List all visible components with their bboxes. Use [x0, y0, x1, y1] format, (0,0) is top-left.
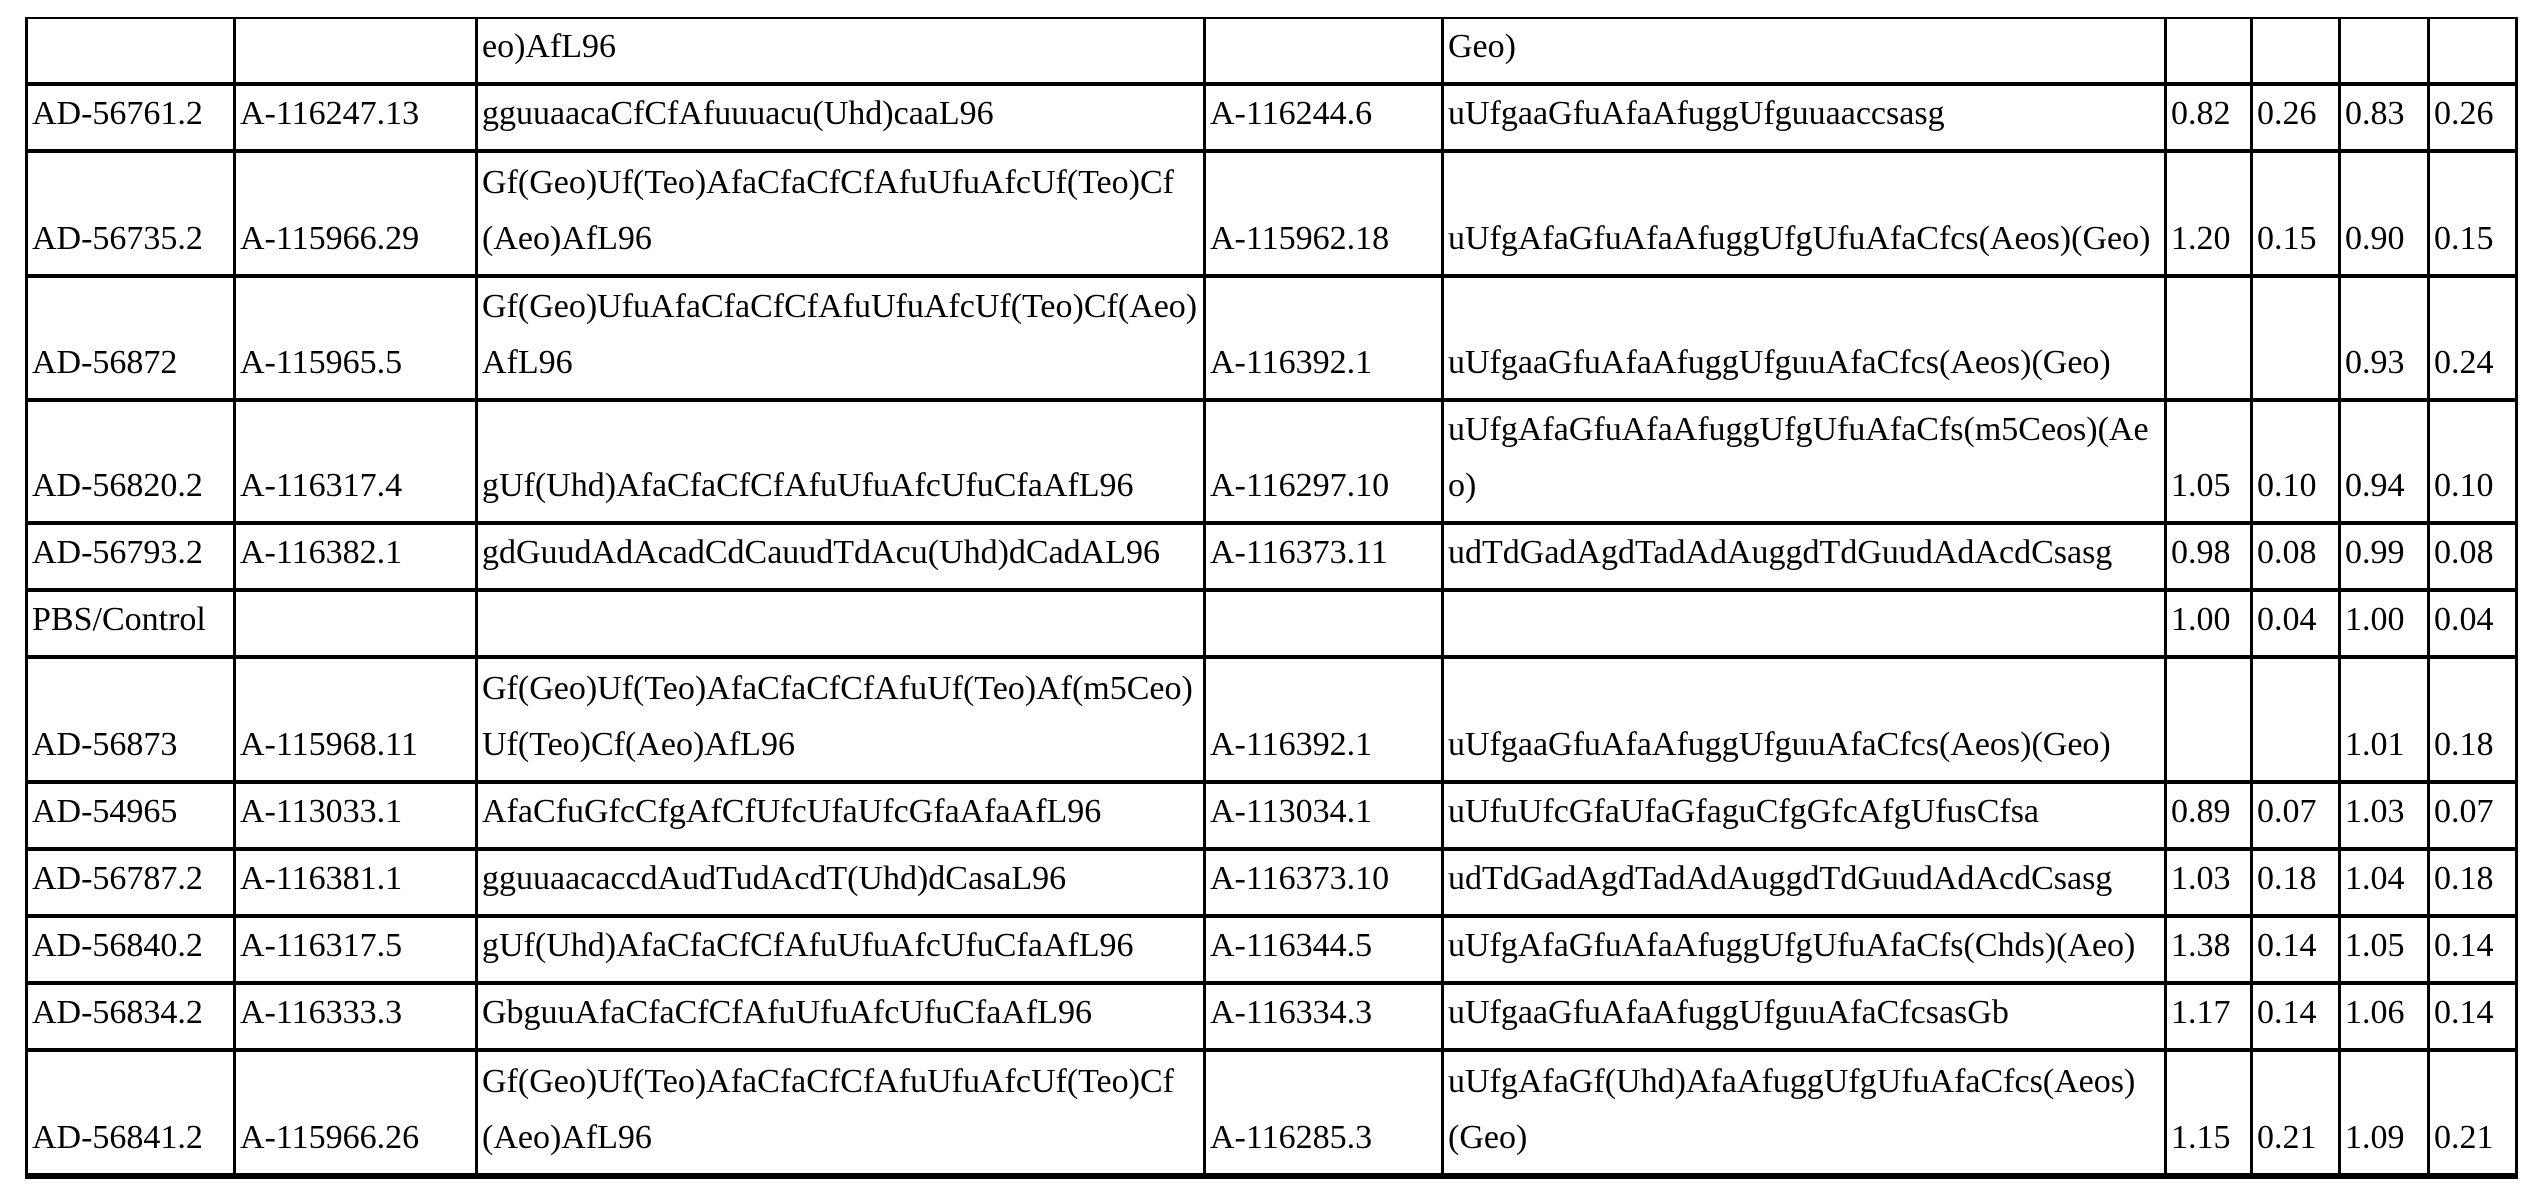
table-cell: 0.83: [2340, 84, 2429, 151]
table-cell: A-116334.3: [1205, 983, 1443, 1050]
table-row: [27, 916, 2517, 983]
table-cell: 1.15: [2166, 1050, 2252, 1176]
table-cell: A-113033.1: [235, 782, 477, 849]
table-cell: AD-56872: [27, 276, 235, 400]
table-cell: gUf(Uhd)AfaCfaCfCfAfuUfuAfcUfuCfaAfL96: [477, 400, 1205, 523]
table-cell: GbguuAfaCfaCfCfAfuUfuAfcUfuCfaAfL96: [477, 983, 1205, 1050]
table-cell: Gf(Geo)Uf(Teo)AfaCfaCfCfAfuUfuAfcUf(Teo)Cf(Aeo)AfL96: [477, 151, 1205, 276]
table-cell: A-116247.13: [235, 84, 477, 151]
table-cell: 0.14: [2429, 983, 2517, 1050]
sequence-table-body: [27, 18, 2517, 1176]
table-cell: 1.06: [2340, 983, 2429, 1050]
table-cell: 0.18: [2429, 657, 2517, 782]
table-cell: 1.03: [2166, 849, 2252, 916]
table-cell: A-116392.1: [1205, 276, 1443, 400]
table-cell: uUfgAfaGfuAfaAfuggUfgUfuAfaCfcs(Aeos)(Geo): [1443, 151, 2166, 276]
table-cell: A-115966.26: [235, 1050, 477, 1176]
table-cell: udTdGadAgdTadAdAuggdTdGuudAdAcdCsasg: [1443, 523, 2166, 590]
table-cell: 0.08: [2429, 523, 2517, 590]
table-cell: uUfgAfaGf(Uhd)AfaAfuggUfgUfuAfaCfcs(Aeos)(Geo): [1443, 1050, 2166, 1176]
table-cell: [2166, 18, 2252, 84]
table-cell: AD-56834.2: [27, 983, 235, 1050]
table-cell: 0.08: [2252, 523, 2340, 590]
table-cell: 0.21: [2252, 1050, 2340, 1176]
table-cell: uUfgAfaGfuAfaAfuggUfgUfuAfaCfs(Chds)(Aeo): [1443, 916, 2166, 983]
table-cell: uUfgaaGfuAfaAfuggUfguuAfaCfcsasGb: [1443, 983, 2166, 1050]
table-cell: [27, 18, 235, 84]
table-cell: 1.20: [2166, 151, 2252, 276]
table-cell: 1.05: [2340, 916, 2429, 983]
table-cell: [2166, 276, 2252, 400]
table-cell: [2252, 657, 2340, 782]
table-cell: [477, 590, 1205, 657]
table-cell: uUfgAfaGfuAfaAfuggUfgUfuAfaCfs(m5Ceos)(Aeo): [1443, 400, 2166, 523]
table-cell: A-116285.3: [1205, 1050, 1443, 1176]
table-cell: [2252, 18, 2340, 84]
table-cell: 1.04: [2340, 849, 2429, 916]
table-cell: 1.03: [2340, 782, 2429, 849]
table-cell: 0.82: [2166, 84, 2252, 151]
table-cell: 0.93: [2340, 276, 2429, 400]
table-cell: 0.15: [2252, 151, 2340, 276]
table-cell: 0.10: [2252, 400, 2340, 523]
table-cell: 1.00: [2340, 590, 2429, 657]
table-cell: 0.26: [2429, 84, 2517, 151]
table-cell: AD-56820.2: [27, 400, 235, 523]
table-cell: [2429, 18, 2517, 84]
table-cell: gUf(Uhd)AfaCfaCfCfAfuUfuAfcUfuCfaAfL96: [477, 916, 1205, 983]
table-cell: 0.94: [2340, 400, 2429, 523]
table-cell: A-116317.5: [235, 916, 477, 983]
table-cell: AD-56735.2: [27, 151, 235, 276]
table-cell: [235, 590, 477, 657]
table-cell: AD-56873: [27, 657, 235, 782]
table-cell: AD-56761.2: [27, 84, 235, 151]
table-row: [27, 276, 2517, 400]
table-cell: 0.07: [2429, 782, 2517, 849]
table-cell: gdGuudAdAcadCdCauudTdAcu(Uhd)dCadAL96: [477, 523, 1205, 590]
table-cell: A-116373.11: [1205, 523, 1443, 590]
table-cell: 1.00: [2166, 590, 2252, 657]
table-cell: AD-56841.2: [27, 1050, 235, 1176]
table-cell: gguuaacaCfCfAfuuuacu(Uhd)caaL96: [477, 84, 1205, 151]
table-cell: Gf(Geo)Uf(Teo)AfaCfaCfCfAfuUfuAfcUf(Teo)Cf(Aeo)AfL96: [477, 1050, 1205, 1176]
table-cell: A-115965.5: [235, 276, 477, 400]
table-cell: 0.10: [2429, 400, 2517, 523]
table-cell: A-116392.1: [1205, 657, 1443, 782]
table-row: [27, 782, 2517, 849]
table-cell: 0.14: [2429, 916, 2517, 983]
table-cell: uUfgaaGfuAfaAfuggUfguuAfaCfcs(Aeos)(Geo): [1443, 657, 2166, 782]
table-row: [27, 18, 2517, 84]
table-cell: A-116317.4: [235, 400, 477, 523]
table-cell: [1443, 590, 2166, 657]
table-cell: gguuaacaccdAudTudAcdT(Uhd)dCasaL96: [477, 849, 1205, 916]
table-cell: 0.89: [2166, 782, 2252, 849]
table-row: [27, 849, 2517, 916]
table-cell: A-116333.3: [235, 983, 477, 1050]
table-cell: [2340, 18, 2429, 84]
table-cell: 0.04: [2429, 590, 2517, 657]
table-cell: 0.04: [2252, 590, 2340, 657]
table-cell: [1205, 590, 1443, 657]
table-row: [27, 1050, 2517, 1176]
table-cell: udTdGadAgdTadAdAuggdTdGuudAdAcdCsasg: [1443, 849, 2166, 916]
table-cell: 1.05: [2166, 400, 2252, 523]
table-cell: 0.26: [2252, 84, 2340, 151]
table-cell: AD-54965: [27, 782, 235, 849]
table-cell: A-115968.11: [235, 657, 477, 782]
table-cell: 0.15: [2429, 151, 2517, 276]
table-cell: AD-56840.2: [27, 916, 235, 983]
table-cell: 0.14: [2252, 983, 2340, 1050]
table-cell: [235, 18, 477, 84]
table-cell: A-116381.1: [235, 849, 477, 916]
table-cell: 0.90: [2340, 151, 2429, 276]
table-cell: A-116344.5: [1205, 916, 1443, 983]
table-cell: 0.18: [2252, 849, 2340, 916]
table-cell: 0.99: [2340, 523, 2429, 590]
table-cell: A-116373.10: [1205, 849, 1443, 916]
table-cell: A-116382.1: [235, 523, 477, 590]
table-cell: 0.14: [2252, 916, 2340, 983]
table-cell: 0.07: [2252, 782, 2340, 849]
table-cell: A-116244.6: [1205, 84, 1443, 151]
table-cell: AfaCfuGfcCfgAfCfUfcUfaUfcGfaAfaAfL96: [477, 782, 1205, 849]
table-row: [27, 523, 2517, 590]
table-cell: 1.09: [2340, 1050, 2429, 1176]
table-cell: AD-56787.2: [27, 849, 235, 916]
table-cell: Geo): [1443, 18, 2166, 84]
table-cell: 0.21: [2429, 1050, 2517, 1176]
table-cell: eo)AfL96: [477, 18, 1205, 84]
table-cell: 1.17: [2166, 983, 2252, 1050]
table-cell: uUfgaaGfuAfaAfuggUfguuaaccsasg: [1443, 84, 2166, 151]
table-cell: Gf(Geo)Uf(Teo)AfaCfaCfCfAfuUf(Teo)Af(m5Ceo)Uf(Teo)Cf(Aeo)AfL96: [477, 657, 1205, 782]
table-cell: A-116297.10: [1205, 400, 1443, 523]
table-row: [27, 657, 2517, 782]
table-cell: A-115966.29: [235, 151, 477, 276]
table-cell: 0.98: [2166, 523, 2252, 590]
table-cell: [1205, 18, 1443, 84]
table-row: [27, 151, 2517, 276]
table-row: [27, 400, 2517, 523]
table-cell: [2166, 657, 2252, 782]
table-cell: AD-56793.2: [27, 523, 235, 590]
table-cell: PBS/Control: [27, 590, 235, 657]
table-cell: Gf(Geo)UfuAfaCfaCfCfAfuUfuAfcUf(Teo)Cf(Aeo)AfL96: [477, 276, 1205, 400]
table-cell: 0.18: [2429, 849, 2517, 916]
table-cell: 0.24: [2429, 276, 2517, 400]
table-row: [27, 590, 2517, 657]
table-cell: A-115962.18: [1205, 151, 1443, 276]
table-row: [27, 84, 2517, 151]
table-cell: 1.01: [2340, 657, 2429, 782]
table-row: [27, 983, 2517, 1050]
table-cell: [2252, 276, 2340, 400]
sequence-data-table: [25, 17, 2518, 1179]
table-cell: uUfgaaGfuAfaAfuggUfguuAfaCfcs(Aeos)(Geo): [1443, 276, 2166, 400]
table-cell: uUfuUfcGfaUfaGfaguCfgGfcAfgUfusCfsa: [1443, 782, 2166, 849]
table-cell: A-113034.1: [1205, 782, 1443, 849]
table-cell: 1.38: [2166, 916, 2252, 983]
